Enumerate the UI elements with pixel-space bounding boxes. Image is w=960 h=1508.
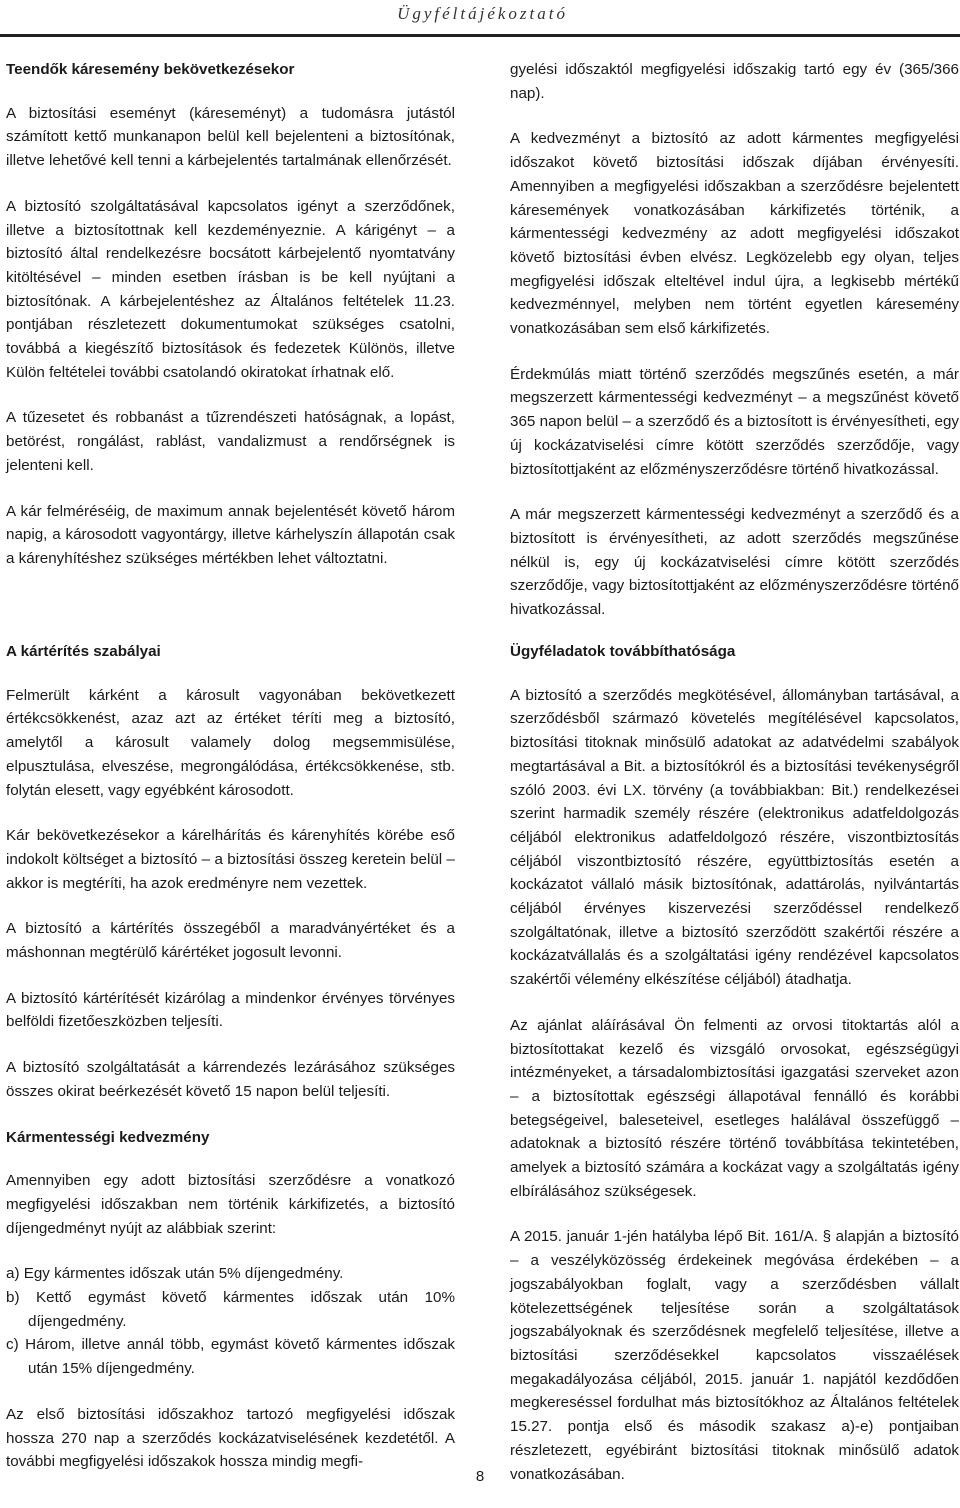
compensation-paragraph: A biztosító szolgáltatását a kárrendezés lezárásához szükséges összes okirat beérkezését követő 15 napon belül teljesíti. bbox=[6, 1059, 455, 1100]
data-transfer-section bbox=[510, 640, 959, 1508]
page-number: 8 bbox=[475, 1468, 485, 1485]
damage-event-title: Teendők káresemény bekövetkezésekor bbox=[6, 61, 295, 78]
data-transfer-paragraph: A biztosító a szerződés megkötésével, állományban tartásával, a szerződésből származó követelés megítélésével kapcsolatos, biztosítási titoknak minősülő adatokat az adatvédelmi szabályok megtartásával a Bit. a biztosítókról és a biztosítási tevékenységről szóló 2003. évi LX. törvény (a továbbiakban: Bit.) rendelkezései szerint harmadik személy részére (elektronikus adatfeldolgozás céljából elektronikus adatfeldolgozó részére, viszontbiztosítás céljából viszontbiztosító részére, együttbiztosítás esetén a kockázatot vállaló másik biztosítónak, adattárolás, nyilvántartás céljából érvényes kiszervezési szerződéssel rendelkező szolgáltatónak, illetve a biztosító szerződött szakértői részére a kockázatvállalás és a szolgáltatási igény rendézével kapcsolatos szakértői vélemény elkészítése céljából) átadhatja. bbox=[510, 686, 959, 989]
compensation-paragraph: A biztosító a kártérítés összegéből a maradványértéket és a máshonnan megtérülő kárértéket jogosult levonni. bbox=[6, 920, 455, 962]
continuation-paragraph: gyelési időszaktól megfigyelési időszakig tartó egy év (365/366 nap). bbox=[510, 61, 959, 102]
list-item: c) Három, illetve annál több, egymást követő kármentes időszak után 15% díjengedmény. bbox=[6, 1336, 455, 1378]
no-claims-intro: Amennyiben egy adott biztosítási szerződésre a vonatkozó megfigyelési időszakban nem történik kárkifizetés, a biztosító díjengedményt nyújt az alábbiak szerint: bbox=[6, 1172, 455, 1237]
continuation-paragraph: A kedvezményt a biztosító az adott kármentes megfigyelési időszakot követő biztosítási időszak díjában érvényesíti. Amennyiben a megfigyelési időszakban a szerződésre bejelentett káresemények vonatkozásában kárkifizetés történik, a kármentességi kedvezmény az adott megfigyelési időszakot követő biztosítási évben elvész. Legközelebb egy olyan, teljes megfigyelési időszak elteltével indul újra, a legkisebb mértékű kedvezménnyel, melyben nem történt egyetlen káresemény vonatkozásában sem első kárkifizetés. bbox=[510, 130, 959, 338]
header-title: Ügyféltájékoztató bbox=[397, 4, 568, 23]
damage-event-paragraph: A biztosítási eseményt (káreseményt) a tudomásra jutástól számított kettő munkanapon belül kell bejelenteni a biztosítónak, illetve lehetővé kell tenni a kárbejelentés tartalmának ellenőrzését. bbox=[6, 104, 455, 170]
list-item: b) Kettő egymást követő kármentes időszak után 10% díjengedmény. bbox=[6, 1289, 455, 1330]
damage-event-section bbox=[6, 58, 455, 593]
no-claims-list bbox=[6, 1262, 455, 1381]
no-claims-closing: Az első biztosítási időszakhoz tartozó megfigyelési időszak hossza 270 nap a szerződés kockázatviselésének kezdetétől. A további megfigyelési időszakok hossza mindig megfi- bbox=[6, 1405, 455, 1471]
list-item: a) Egy kármentes időszak után 5% díjengedmény. bbox=[6, 1265, 344, 1283]
compensation-paragraph: Kár bekövetkezésekor a kárelhárítás és kárenyhítés körébe eső indokolt költséget a biztosító – a biztosítási összeg keretein belül – akkor is megtéríti, ha azok eredményre nem vezettek. bbox=[6, 827, 455, 892]
no-claims-title: Kármentességi kedvezmény bbox=[6, 1128, 210, 1146]
data-transfer-paragraph: A 2015. január 1-jén hatályba lépő Bit. 161/A. § alapján a biztosító – a veszélyközösség érdekeinek megóvása érdekében – a jogszabályokban foglalt, vagy a szerződésben vállalt kötelezettségének teljesítése során a szolgáltatások jogszabályoknak és szerződésnek megfelelő teljesítése, illetve a biztosítási szerződésekkel kapcsolatos visszaélések megakadályozása céljából, 2015. január 1. napjától kezdődően megkereséssel fordulhat más biztosítókhoz az Általános feltételek 15.27. pontja első és második szakasz a)-e) pontjaiban részletezett, egyébiránt biztosítási titoknak minősülő adatok vonatkozásában. bbox=[510, 1228, 959, 1483]
header-rule bbox=[0, 34, 960, 37]
continuation-paragraph: Érdekmúlás miatt történő szerződés megszűnés esetén, a már megszerzett kármentességi kedvezményt – a megszűnést követő 365 napon belül – a szerződő és a biztosított is érvényesítheti, egy új kockázatviselési címre kötött szerződés szerződője, vagy biztosítottjaként az előzményszerződésre történő hivatkozással. bbox=[510, 365, 959, 478]
data-transfer-paragraph: Az ajánlat aláírásával Ön felmenti az orvosi titoktartás alól a biztosítottakat kezelő és vizsgáló orvosokat, egészségügyi intézményeket, a társadalombiztosítási igazgatási szerveket azon – a biztosítottak egészségi állapotával fennálló és korábbi betegségeivel, baleseteivel, esetleges halálával összefüggő – adatoknak a biztosító részére történő továbbítása tekintetében, amelyek a biztosító számára a kockázat vagy a szolgáltatás igény elbírálásához szükségesek. bbox=[510, 1016, 959, 1200]
compensation-paragraph: Felmerült kárként a károsult vagyonában bekövetkezett értékcsökkenést, azaz azt az értéket téríti meg a biztosító, amelytől a károsult valamely dolog megsemmisülése, elpusztulása, elveszése, megrongálódása, értékcsökkenése, stb. folytán elesett, vagy egyébként károsodott. bbox=[6, 686, 455, 799]
no-claims-continuation-section bbox=[510, 58, 959, 644]
data-transfer-title: Ügyféladatok továbbíthatósága bbox=[510, 643, 736, 660]
continuation-paragraph: A már megszerzett kármentességi kedvezményt a szerződő és a biztosított is érvényesítheti, az adott szerződés megszűnése nélkül is, egy új kockázatviselési címre kötött szerződés szerződője, vagy biztosítottjaként az előzményszerződésre történő hivatkozással. bbox=[510, 506, 959, 619]
damage-event-paragraph: A biztosító szolgáltatásával kapcsolatos igényt a szerződőnek, illetve a biztosítottnak kell kezdeményeznie. A kárigényt – a biztosító által rendelkezésre bocsátott kárbejelentő nyomtatvány kitöltésével – minden esetben írásban is be kell nyújtani a biztosítónak. A kárbejelentéshez az Általános feltételek 11.23. pontjában részletezett dokumentumokat szükséges csatolni, továbbá a kiegészítő biztosítások és fedezetek Különös, illetve Külön feltételei további csatolandó okiratokat írhatnak elő. bbox=[6, 197, 455, 381]
compensation-title: A kártérítés szabályai bbox=[6, 643, 161, 660]
compensation-section bbox=[6, 640, 455, 1474]
compensation-paragraph: A biztosító kártérítését kizárólag a mindenkor érvényes törvényes belföldi fizetőeszközben teljesíti. bbox=[6, 989, 455, 1031]
damage-event-paragraph: A tűzesetet és robbanást a tűzrendészeti hatóságnak, a lopást, betörést, rongálást, rablást, vandalizmust a rendőrségnek is jelenteni kell. bbox=[6, 409, 455, 474]
damage-event-paragraph: A kár felméréséig, de maximum annak bejelentését követő három napig, a károsodott vagyontárgy, illetve kárhelyszín állapotán csak a kárenyhítéshez szükséges mértékben lehet változtatni. bbox=[6, 502, 455, 567]
